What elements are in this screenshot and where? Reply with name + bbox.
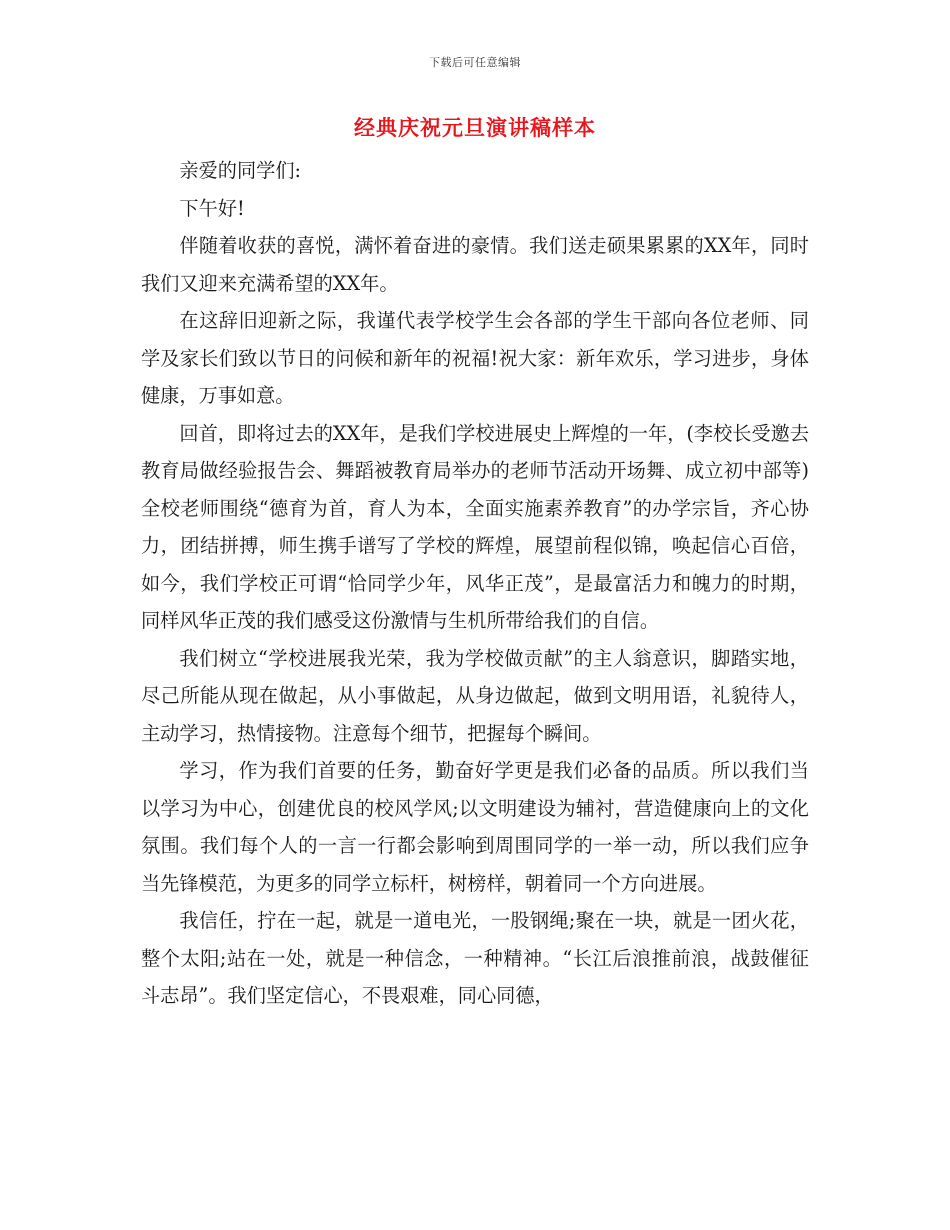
paragraph-salutation: 下午好! — [179, 196, 245, 220]
paragraph: 我信任，拧在一起，就是一道电光，一股钢绳;聚在一块，就是一团火花，整个太阳;站在一处，就是一种信念，一种精神。“长江后浪推前浪，战鼓催征斗志昂”。我们坚定信心，不畏艰难，同心同德， — [141, 909, 809, 1007]
paragraph: 回首，即将过去的XX年，是我们学校进展史上辉煌的一年，(李校长受邀去教育局做经验报告会、舞蹈被教育局举办的老师节活动开场舞、成立初中部等)全校老师围绕“德育为首，育人为本，全面实施素养教育”的办学宗旨，齐心协力，团结拼搏，师生携手谱写了学校的辉煌，展望前程似锦，唤起信心百倍，如今，我们学校正可谓“恰同学少年，风华正茂”，是最富活力和魄力的时期，同样风华正茂的我们感受这份激情与生机所带给我们的自信。 — [141, 421, 810, 632]
paragraph: 学习，作为我们首要的任务，勤奋好学更是我们必备的品质。所以我们当以学习为中心，创建优良的校风学风;以文明建设为辅衬，营造健康向上的文化氛围。我们每个人的一言一行都会影响到周围同学的一举一动，所以我们应争当先锋模范，为更多的同学立标杆，树榜样，朝着同一个方向进展。 — [141, 759, 809, 895]
paragraph: 我们树立“学校进展我光荣，我为学校做贡献”的主人翁意识，脚踏实地，尽己所能从现在做起，从小事做起，从身边做起，做到文明用语，礼貌待人，主动学习，热情接物。注意每个细节，把握每个瞬间。 — [141, 646, 809, 745]
paragraph: 伴随着收获的喜悦，满怀着奋进的豪情。我们送走硕果累累的XX年，同时我们又迎来充满希望的XX年。 — [141, 234, 809, 295]
header-note: 下载后可任意编辑 — [429, 56, 521, 69]
paragraph: 在这辞旧迎新之际，我谨代表学校学生会各部的学生干部向各位老师、同学及家长们致以节日的问候和新年的祝福!祝大家：新年欢乐，学习进步，身体健康，万事如意。 — [141, 309, 809, 407]
document-title: 经典庆祝元旦演讲稿样本 — [354, 115, 596, 140]
paragraph-greeting: 亲爱的同学们: — [179, 159, 301, 182]
document-body — [141, 152, 809, 1015]
